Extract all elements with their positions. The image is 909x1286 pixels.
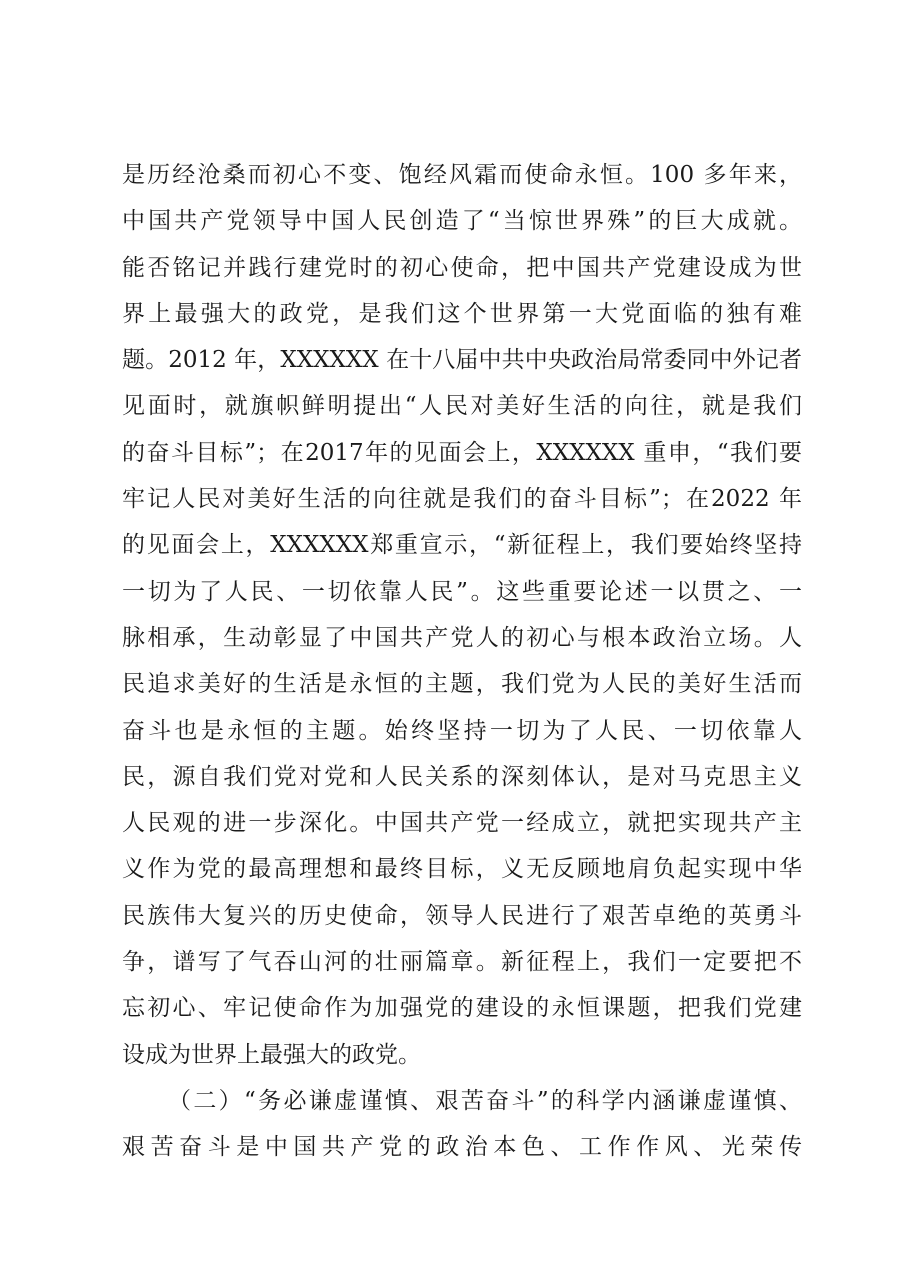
text-line: 的奋斗目标”；在2017年的见面会上，XXXXXX 重申，“我们要 [122, 439, 802, 466]
text-line: 是历经沧桑而初心不变、饱经风霜而使命永恒。100 多年来， [122, 162, 802, 188]
text-line: 忘初心、牢记使命作为加强党的建设的永恒课题，把我们党建 [122, 995, 802, 1022]
text-line: 奋斗也是永恒的主题。始终坚持一切为了人民、一切依靠人 [122, 717, 802, 744]
body-text [122, 152, 802, 1171]
text-line: 争，谱写了气吞山河的壮丽篇章。新征程上，我们一定要把不 [122, 949, 802, 976]
text-line: 能否铭记并践行建党时的初心使命，把中国共产党建设成为世 [122, 254, 802, 281]
text-line: 界上最强大的政党，是我们这个世界第一大党面临的独有难 [122, 300, 802, 327]
text-line: 脉相承，生动彰显了中国共产党人的初心与根本政治立场。人 [122, 624, 802, 651]
text-line: 中国共产党领导中国人民创造了“当惊世界殊”的巨大成就。 [122, 208, 802, 235]
text-line: 艰苦奋斗是中国共产党的政治本色、工作作风、光荣传 [122, 1134, 802, 1161]
text-line: 见面时，就旗帜鲜明提出“人民对美好生活的向往，就是我们 [122, 393, 802, 420]
text-line: 民追求美好的生活是永恒的主题，我们党为人民的美好生活而 [122, 671, 802, 698]
text-line: 人民观的进一步深化。中国共产党一经成立，就把实现共产主 [122, 810, 802, 837]
text-line: 一切为了人民、一切依靠人民”。这些重要论述一以贯之、一 [122, 578, 802, 605]
text-line-paragraph-end: 设成为世界上最强大的政党。 [122, 1041, 421, 1068]
text-line: 牢记人民对美好生活的向往就是我们的奋斗目标”；在2022 年 [122, 486, 802, 513]
text-line: 义作为党的最高理想和最终目标，义无反顾地肩负起实现中华 [122, 856, 802, 883]
section-heading-line: （二）“务必谦虚谨慎、艰苦奋斗”的科学内涵谦虚谨慎、 [168, 1087, 802, 1114]
text-line: 题。2012 年，XXXXXX 在十八届中共中央政治局常委同中外记者 [122, 347, 802, 374]
text-line: 民族伟大复兴的历史使命，领导人民进行了艰苦卓绝的英勇斗 [122, 902, 802, 929]
text-line: 的见面会上，XXXXXX郑重宣示，“新征程上，我们要始终坚持 [122, 532, 802, 559]
text-line: 民，源自我们党对党和人民关系的深刻体认，是对马克思主义 [122, 763, 802, 790]
